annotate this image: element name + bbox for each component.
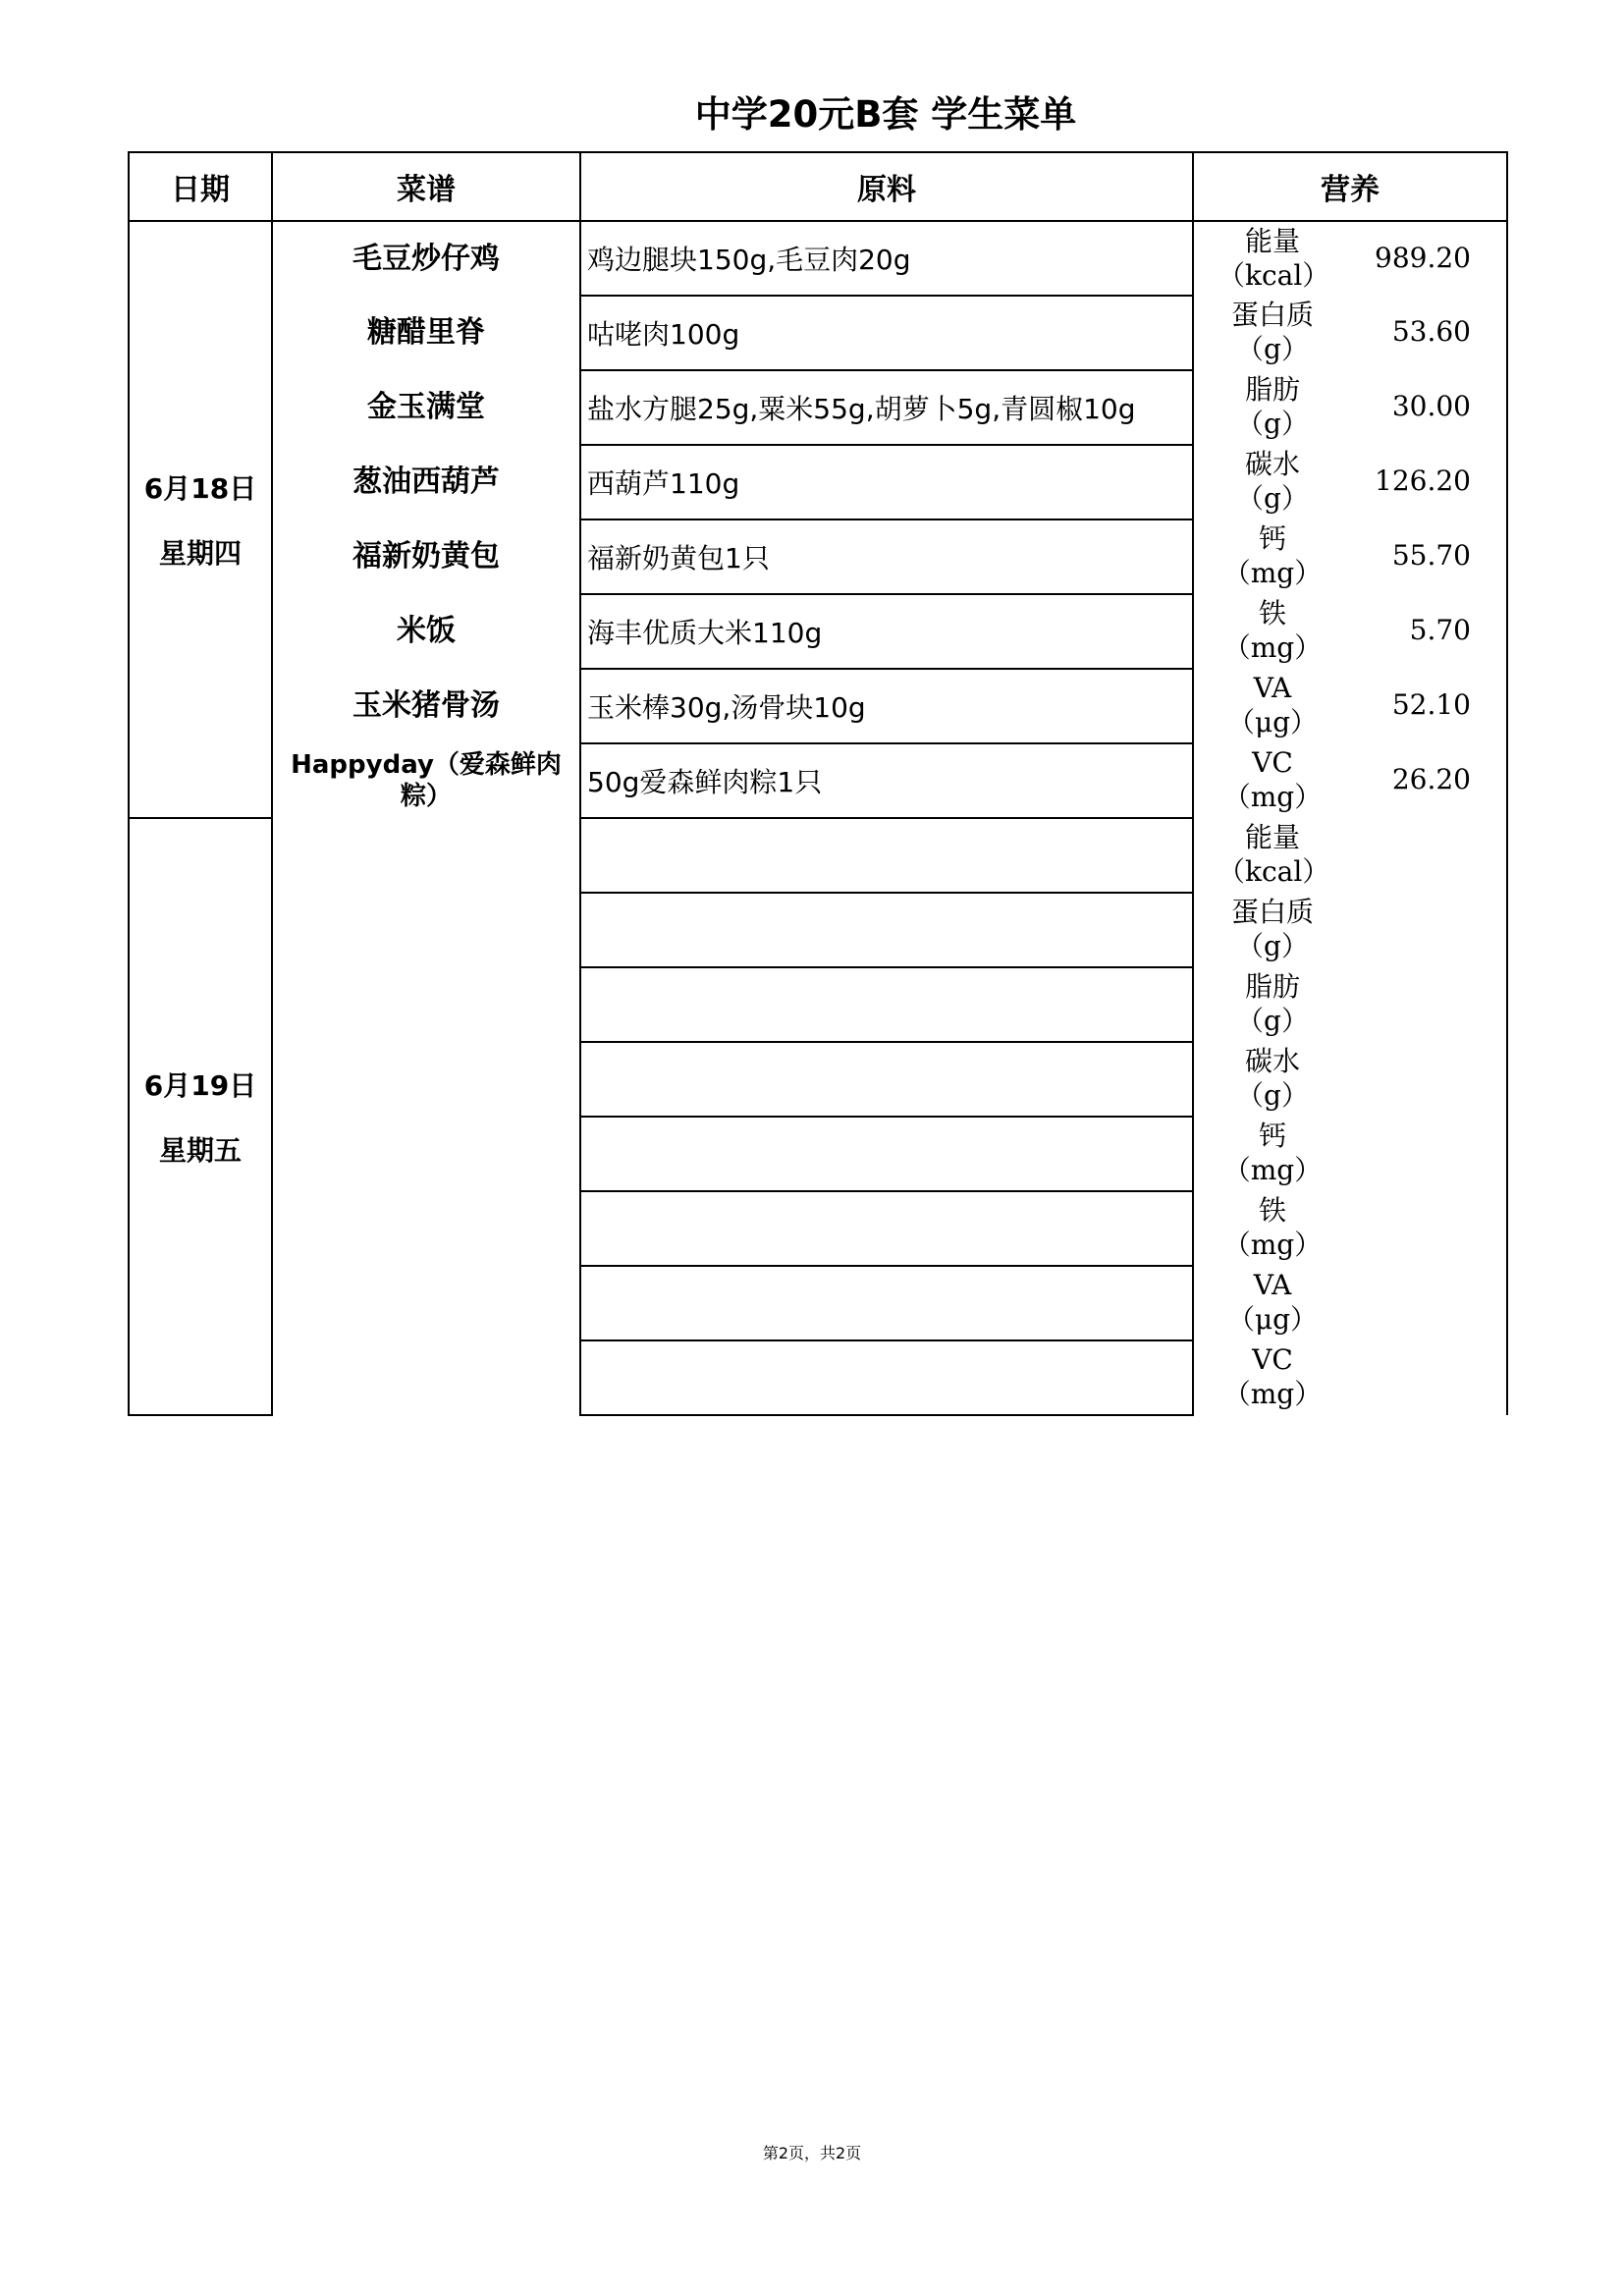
table-row (129, 370, 1507, 445)
nutrient-label (1218, 521, 1327, 590)
ingredients-text: 西葫芦110g (580, 445, 1193, 519)
nutrient-name: VA (1253, 672, 1292, 704)
nutrient-unit: （mg） (1222, 781, 1323, 813)
ingredients-text (580, 1340, 1193, 1415)
header-nutrition: 营养 (1193, 152, 1507, 221)
nutrition-cell (1193, 445, 1507, 519)
table-row (129, 818, 1507, 893)
nutrient-name: 蛋白质 (1230, 896, 1314, 928)
nutrient-label (1218, 671, 1327, 739)
table-row (129, 1340, 1507, 1415)
nutrient-unit: （g） (1236, 930, 1309, 962)
nutrition-cell (1193, 370, 1507, 445)
dish-name (272, 1117, 580, 1191)
page-title: 中学20元B套 学生菜单 (694, 93, 1077, 136)
nutrient-unit: （mg） (1222, 1229, 1323, 1261)
dish-name (272, 1042, 580, 1117)
dish-name: 糖醋里脊 (272, 296, 580, 370)
table-row (129, 519, 1507, 594)
nutrient-unit: （mg） (1222, 1378, 1323, 1410)
table-row (129, 1117, 1507, 1191)
nutrition-cell (1193, 519, 1507, 594)
nutrition-cell (1193, 669, 1507, 743)
nutrient-unit: （mg） (1222, 631, 1323, 664)
nutrition-cell (1193, 1266, 1507, 1340)
header-dish: 菜谱 (272, 152, 580, 221)
ingredients-text: 福新奶黄包1只 (580, 519, 1193, 594)
table-row (129, 594, 1507, 669)
nutrient-value: 55.70 (1391, 539, 1471, 572)
nutrient-label (1218, 447, 1327, 516)
nutrient-name: 能量 (1244, 821, 1300, 853)
nutrient-name: 蛋白质 (1230, 299, 1314, 331)
table-row (129, 221, 1507, 296)
nutrient-label (1218, 1193, 1327, 1262)
nutrient-label (1218, 224, 1330, 293)
dish-name: 玉米猪骨汤 (272, 669, 580, 743)
nutrient-label (1218, 372, 1327, 441)
nutrient-unit: （g） (1236, 333, 1309, 365)
ingredients-text (580, 1266, 1193, 1340)
table-row (129, 669, 1507, 743)
nutrient-label (1218, 820, 1330, 889)
nutrient-unit: （mg） (1222, 1154, 1323, 1186)
nutrient-value: 989.20 (1375, 242, 1471, 274)
dish-name (272, 1340, 580, 1415)
date-cell (129, 818, 272, 1415)
nutrient-name: 铁 (1258, 1194, 1286, 1227)
nutrient-name: 钙 (1258, 522, 1286, 555)
nutrient-unit: （g） (1236, 482, 1309, 515)
dish-name (272, 967, 580, 1042)
header-row (129, 152, 1507, 221)
nutrient-label (1218, 895, 1327, 963)
ingredients-text (580, 1117, 1193, 1191)
table-row (129, 1042, 1507, 1117)
ingredients-text: 鸡边腿块150g,毛豆肉20g (580, 221, 1193, 296)
table-row (129, 1266, 1507, 1340)
ingredients-text: 50g爱森鲜肉粽1只 (580, 743, 1193, 818)
weekday-label: 星期五 (158, 1134, 242, 1167)
nutrient-unit: （g） (1236, 408, 1309, 440)
nutrient-unit: （g） (1236, 1005, 1309, 1037)
header-ingredients: 原料 (580, 152, 1193, 221)
nutrition-cell (1193, 818, 1507, 893)
ingredients-text (580, 818, 1193, 893)
nutrient-name: VC (1252, 746, 1293, 779)
nutrition-cell (1193, 967, 1507, 1042)
ingredients-text (580, 893, 1193, 967)
nutrient-name: 能量 (1244, 225, 1300, 257)
nutrition-cell (1193, 893, 1507, 967)
nutrient-label (1218, 1268, 1327, 1337)
ingredients-text: 咕咾肉100g (580, 296, 1193, 370)
nutrient-name: 脂肪 (1244, 970, 1300, 1003)
nutrition-cell (1193, 594, 1507, 669)
nutrient-name: VC (1252, 1343, 1293, 1376)
nutrient-label (1218, 969, 1327, 1038)
nutrition-cell (1193, 221, 1507, 296)
table-row (129, 893, 1507, 967)
nutrient-unit: （μg） (1226, 1303, 1319, 1336)
nutrient-value: 30.00 (1391, 390, 1471, 422)
nutrient-value: 126.20 (1375, 465, 1471, 497)
nutrient-value: 52.10 (1391, 688, 1471, 721)
ingredients-text (580, 1042, 1193, 1117)
table-row (129, 296, 1507, 370)
date-cell (129, 221, 272, 818)
dish-name (272, 818, 580, 893)
dish-name: 福新奶黄包 (272, 519, 580, 594)
nutrient-label (1218, 298, 1327, 366)
table-row (129, 967, 1507, 1042)
weekday-label: 星期四 (158, 537, 242, 570)
nutrient-label (1218, 745, 1327, 814)
nutrient-unit: （g） (1236, 1079, 1309, 1112)
dish-name (272, 893, 580, 967)
date-label: 6月19日 (143, 1069, 257, 1102)
date-label: 6月18日 (143, 472, 257, 505)
menu-table (128, 151, 1508, 1416)
ingredients-text: 海丰优质大米110g (580, 594, 1193, 669)
nutrient-name: 铁 (1258, 597, 1286, 629)
nutrient-label (1218, 596, 1327, 665)
dish-name: 葱油西葫芦 (272, 445, 580, 519)
nutrient-unit: （mg） (1222, 557, 1323, 589)
nutrient-name: 脂肪 (1244, 373, 1300, 406)
nutrient-unit: （kcal） (1218, 259, 1330, 292)
nutrient-name: VA (1253, 1269, 1292, 1301)
table-row (129, 445, 1507, 519)
nutrient-unit: （μg） (1226, 706, 1319, 738)
dish-name: 金玉满堂 (272, 370, 580, 445)
nutrition-cell (1193, 1117, 1507, 1191)
nutrient-label (1218, 1119, 1327, 1187)
nutrient-name: 碳水 (1244, 1045, 1300, 1077)
ingredients-text (580, 967, 1193, 1042)
dish-name: 米饭 (272, 594, 580, 669)
nutrition-cell (1193, 1042, 1507, 1117)
ingredients-text: 盐水方腿25g,粟米55g,胡萝卜5g,青圆椒10g (580, 370, 1193, 445)
nutrient-label (1218, 1342, 1327, 1411)
dish-name: Happyday（爱森鲜肉粽） (272, 743, 580, 818)
menu-body (129, 221, 1507, 1415)
nutrient-unit: （kcal） (1218, 855, 1330, 888)
nutrition-cell (1193, 743, 1507, 818)
nutrition-cell (1193, 1340, 1507, 1415)
ingredients-text: 玉米棒30g,汤骨块10g (580, 669, 1193, 743)
nutrient-value: 5.70 (1409, 614, 1471, 646)
nutrient-value: 26.20 (1391, 763, 1471, 795)
page-footer: 第2页，共2页 (762, 2144, 862, 2162)
nutrient-name: 碳水 (1244, 448, 1300, 480)
dish-name (272, 1266, 580, 1340)
nutrient-name: 钙 (1258, 1120, 1286, 1152)
nutrition-cell (1193, 296, 1507, 370)
ingredients-text (580, 1191, 1193, 1266)
dish-name (272, 1191, 580, 1266)
header-date: 日期 (129, 152, 272, 221)
nutrient-value: 53.60 (1391, 315, 1471, 348)
dish-name: 毛豆炒仔鸡 (272, 221, 580, 296)
nutrient-label (1218, 1044, 1327, 1113)
table-row (129, 1191, 1507, 1266)
nutrition-cell (1193, 1191, 1507, 1266)
table-row (129, 743, 1507, 818)
